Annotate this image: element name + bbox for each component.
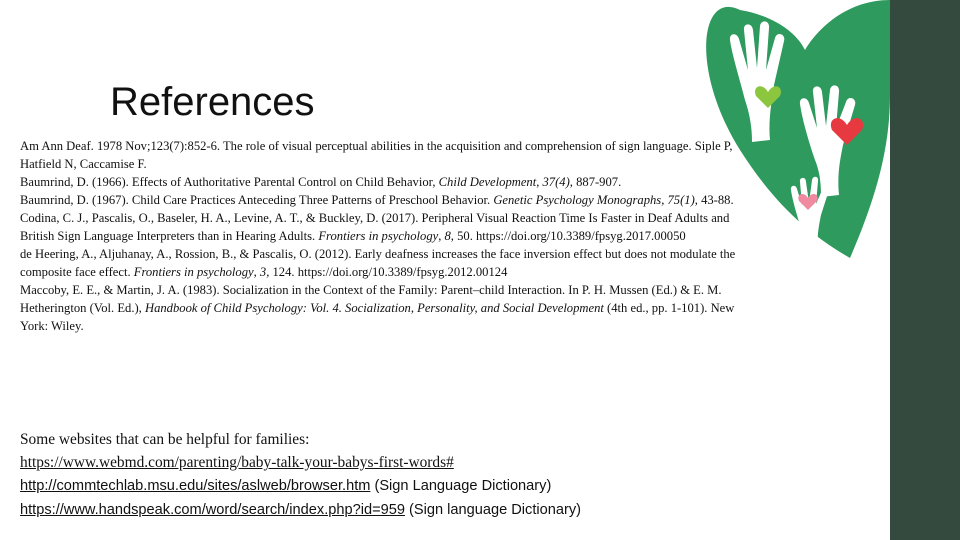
reference-text: Maccoby, E. E., & Martin, J. A. (1983). Socialization in the Context of the Family: Parent–child Interaction. In P. H. Mussen (Ed.) & E. M. Hetherington (Vol. Ed.), [20,283,722,315]
reference-entry [20,209,745,245]
reference-text: Baumrind, D. (1966). Effects of Authoritative Parental Control on Child Behavior, [20,175,439,189]
reference-italic-text: Genetic Psychology Monographs, 75(1) [493,193,695,207]
website-link-row [20,474,880,498]
aslweb-link[interactable]: http://commtechlab.msu.edu/sites/aslweb/browser.htm [20,478,371,494]
reference-text: , 887-907. [569,175,622,189]
reference-italic-text: Handbook of Child Psychology: Vol. 4. Socialization, Personality, and Social Development [144,301,604,315]
reference-text: Codina, C. J., Pascalis, O., Baseler, H. A., Levine, A. T., & Buckley, D. (2017). Peripheral Visual Reaction Time Is Faster in Deaf Adults and British Sign Language Interpreters than in Hearing Adults. [20,211,730,243]
webmd-link[interactable]: https://www.webmd.com/parenting/baby-talk-your-babys-first-words# [20,454,454,471]
reference-text: Baumrind, D. (1967). Child Care Practices Anteceding Three Patterns of Preschool Behavior. [20,193,494,207]
page-title: References [110,80,315,124]
reference-entry [20,173,745,191]
reference-text: , [253,265,260,279]
reference-text: Am Ann Deaf. 1978 Nov;123(7):852-6. The role of visual perceptual abilities in the acquisition and comprehension of sign language. Siple P, Hatfield N, Caccamise F. [20,139,733,171]
handspeak-description: (Sign language Dictionary) [404,502,581,518]
websites-heading: Some websites that can be helpful for families: [20,431,310,448]
reference-text: , 43-88. [694,193,734,207]
reference-entry [20,281,745,335]
reference-text: (4th ed., pp. 1-101). New York: Wiley. [20,301,735,333]
right-sidebar-bar [890,0,960,540]
reference-italic-text: Child Development, 37(4) [438,175,570,189]
websites-section [20,428,880,522]
reference-text: de Heering, A., Aljuhanay, A., Rossion, B., & Pascalis, O. (2012). Early deafness increases the face inversion effect but does not modulate the composite face effect. [20,247,736,279]
handspeak-link[interactable]: https://www.handspeak.com/word/search/index.php?id=959 [20,502,405,518]
reference-text: , 50. https://doi.org/10.3389/fpsyg.2017.00050 [450,229,686,243]
reference-italic-text: 8 [444,229,451,243]
references-list [20,137,745,335]
reference-italic-text: Frontiers in psychology [318,229,439,243]
reference-italic-text: 3 [259,265,267,279]
website-link-row [20,498,880,522]
reference-entry [20,191,745,209]
reference-entry [20,245,745,281]
reference-text: , 124. https://doi.org/10.3389/fpsyg.2012.00124 [266,265,508,279]
reference-italic-text: Frontiers in psychology [133,265,254,279]
aslweb-description: (Sign Language Dictionary) [370,478,552,494]
reference-entry [20,137,745,173]
website-link-row [20,451,880,474]
reference-text: , [438,229,445,243]
